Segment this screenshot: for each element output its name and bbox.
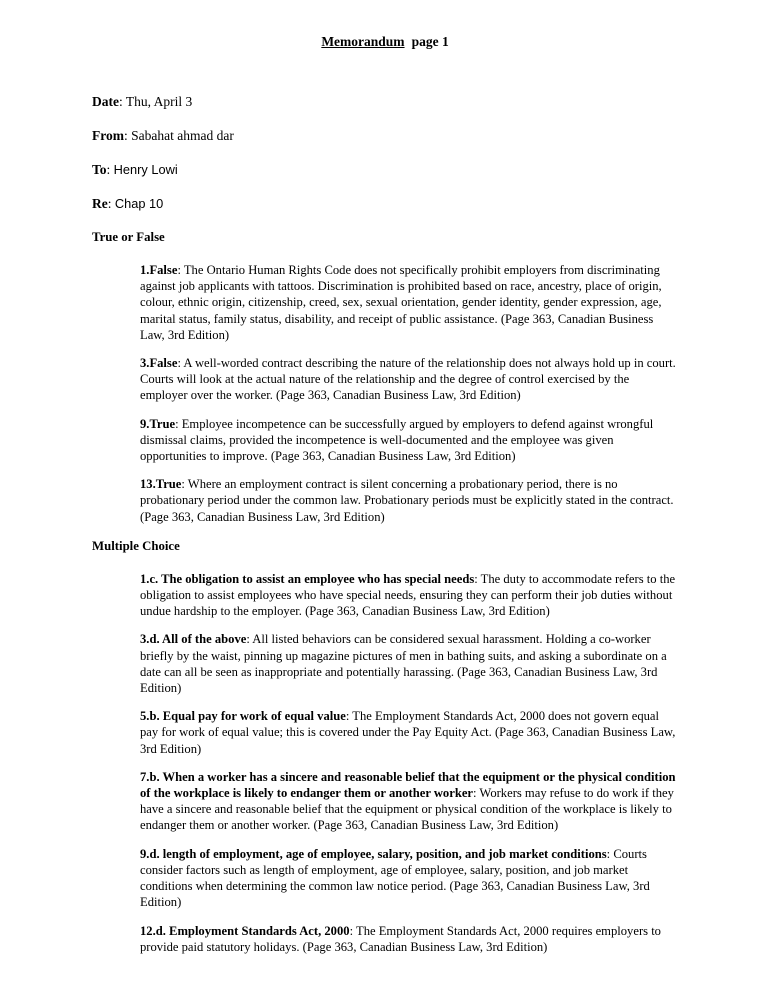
meta-separator: : [106,162,114,177]
meta-value-from: Sabahat ahmad dar [131,128,234,143]
answer-text: : The duty to accommodate refers to the obligation to assist employees who have special needs, ensuring they can perform their job duties without undue hardship to the employer. (Page 363, Canadian Business Law, 3rd Edition) [140,571,676,619]
meta-row-to [92,162,678,178]
answer-text: : The Ontario Human Rights Code does not specifically prohibit employers from discriminating against job applicants with tattoos. Discrimination is prohibited based on race, ancestry, place of origin, colour, ethnic origin, citizenship, creed, sex, sexual orientation, gender identity, gender expression, age, marital status, family status, disability, and receipt of public assistance. (Page 363, Canadian Business Law, 3rd Edition) [140,263,662,342]
answer-lead: 13.True [140,477,182,492]
meta-label-date: Date [92,94,119,109]
meta-label-re: Re [92,196,108,211]
meta-value-re: Chap 10 [114,196,164,211]
meta-row-from [92,128,678,144]
meta-label-to: To [92,162,107,177]
answer-text: : Courts consider factors such as length of employment, age of employee, salary, position, and job market conditions when determining the common law notice period. (Page 363, Canadian Business Law, 3rd Edition) [140,846,650,910]
page-title [92,34,678,50]
answer-lead: 9.d. length of employment, age of employee, salary, position, and job market conditions [140,846,607,861]
answer-lead: 12.d. Employment Standards Act, 2000 [140,923,350,938]
answer-lead: 3.d. All of the above [140,632,247,647]
answer-lead: 5.b. Equal pay for work of equal value [140,709,346,724]
meta-separator: : [107,196,115,211]
answer-item-mc-1 [140,571,678,620]
answer-lead: 1.c. The obligation to assist an employee who has special needs [140,571,475,586]
answer-lead: 7.b. When a worker has a sincere and reasonable belief that the equipment or the physical condition of the workplace is likely to endanger them or another worker [140,769,676,801]
answer-item-tf-13 [140,476,678,525]
meta-label-from: From [92,128,124,143]
answer-text: : All listed behaviors can be considered sexual harassment. Holding a co-worker briefly by the waist, pinning up magazine pictures of men in bathing suits, and asking a subordinate on a date can all be seen as inappropriate and potentially harassing. (Page 363, Canadian Business Law, 3rd Edition) [140,632,667,696]
answer-item-mc-7 [140,769,678,834]
answer-text: : Workers may refuse to do work if they have a sincere and reasonable belief that the equipment or physical condition of the workplace is likely to endanger them or another worker. (Page 363, Canadian Business Law, 3rd Edition) [140,786,674,833]
true-or-false-items [92,262,678,525]
memo-page-label: page 1 [411,34,449,49]
answer-text: : Where an employment contract is silent concerning a probationary period, there is no probationary period under the common law. Probationary periods must be explicitly stated in the contract. (Page 363, Canadian Business Law, 3rd Edition) [140,477,674,524]
answer-item-mc-12 [140,923,678,955]
answer-item-mc-3 [140,631,678,696]
meta-separator: : [124,128,132,143]
answer-item-tf-3 [140,355,678,404]
meta-row-re [92,196,678,212]
answer-lead: 3.False [140,356,178,371]
answer-text: : A well-worded contract describing the nature of the relationship does not always hold up in court. Courts will look at the actual nature of the relationship and the degree of control exercised by the employer over the worker. (Page 363, Canadian Business Law, 3rd Edition) [140,356,676,403]
meta-value-to: Henry Lowi [113,162,178,177]
section-heading-multiple-choice: Multiple Choice [92,538,180,553]
meta-separator: : [119,94,126,109]
answer-text: : Employee incompetence can be successfully argued by employers to defend against wrongful dismissal claims, provided the incompetence is well-documented and the employee was given opportunities to improve. (Page 363, Canadian Business Law, 3rd Edition) [140,416,654,464]
memo-title-text: Memorandum [321,34,405,49]
answer-text: : The Employment Standards Act, 2000 does not govern equal pay for work of equal value; this is covered under the Pay Equity Act. (Page 363, Canadian Business Law, 3rd Edition) [140,709,676,756]
meta-row-date [92,94,678,110]
meta-value-date: Thu, April 3 [125,94,193,109]
answer-item-tf-9 [140,416,678,465]
answer-item-mc-5 [140,708,678,757]
answer-text: : The Employment Standards Act, 2000 requires employers to provide paid statutory holidays. (Page 363, Canadian Business Law, 3rd Edition) [140,923,661,954]
answer-item-tf-1 [140,262,678,343]
answer-lead: 1.False [140,263,178,277]
answer-item-mc-9 [140,846,678,911]
answer-lead: 9.True [140,416,176,431]
multiple-choice-items [92,571,678,955]
section-heading-true-or-false: True or False [92,230,165,244]
memo-meta-block [92,94,678,212]
